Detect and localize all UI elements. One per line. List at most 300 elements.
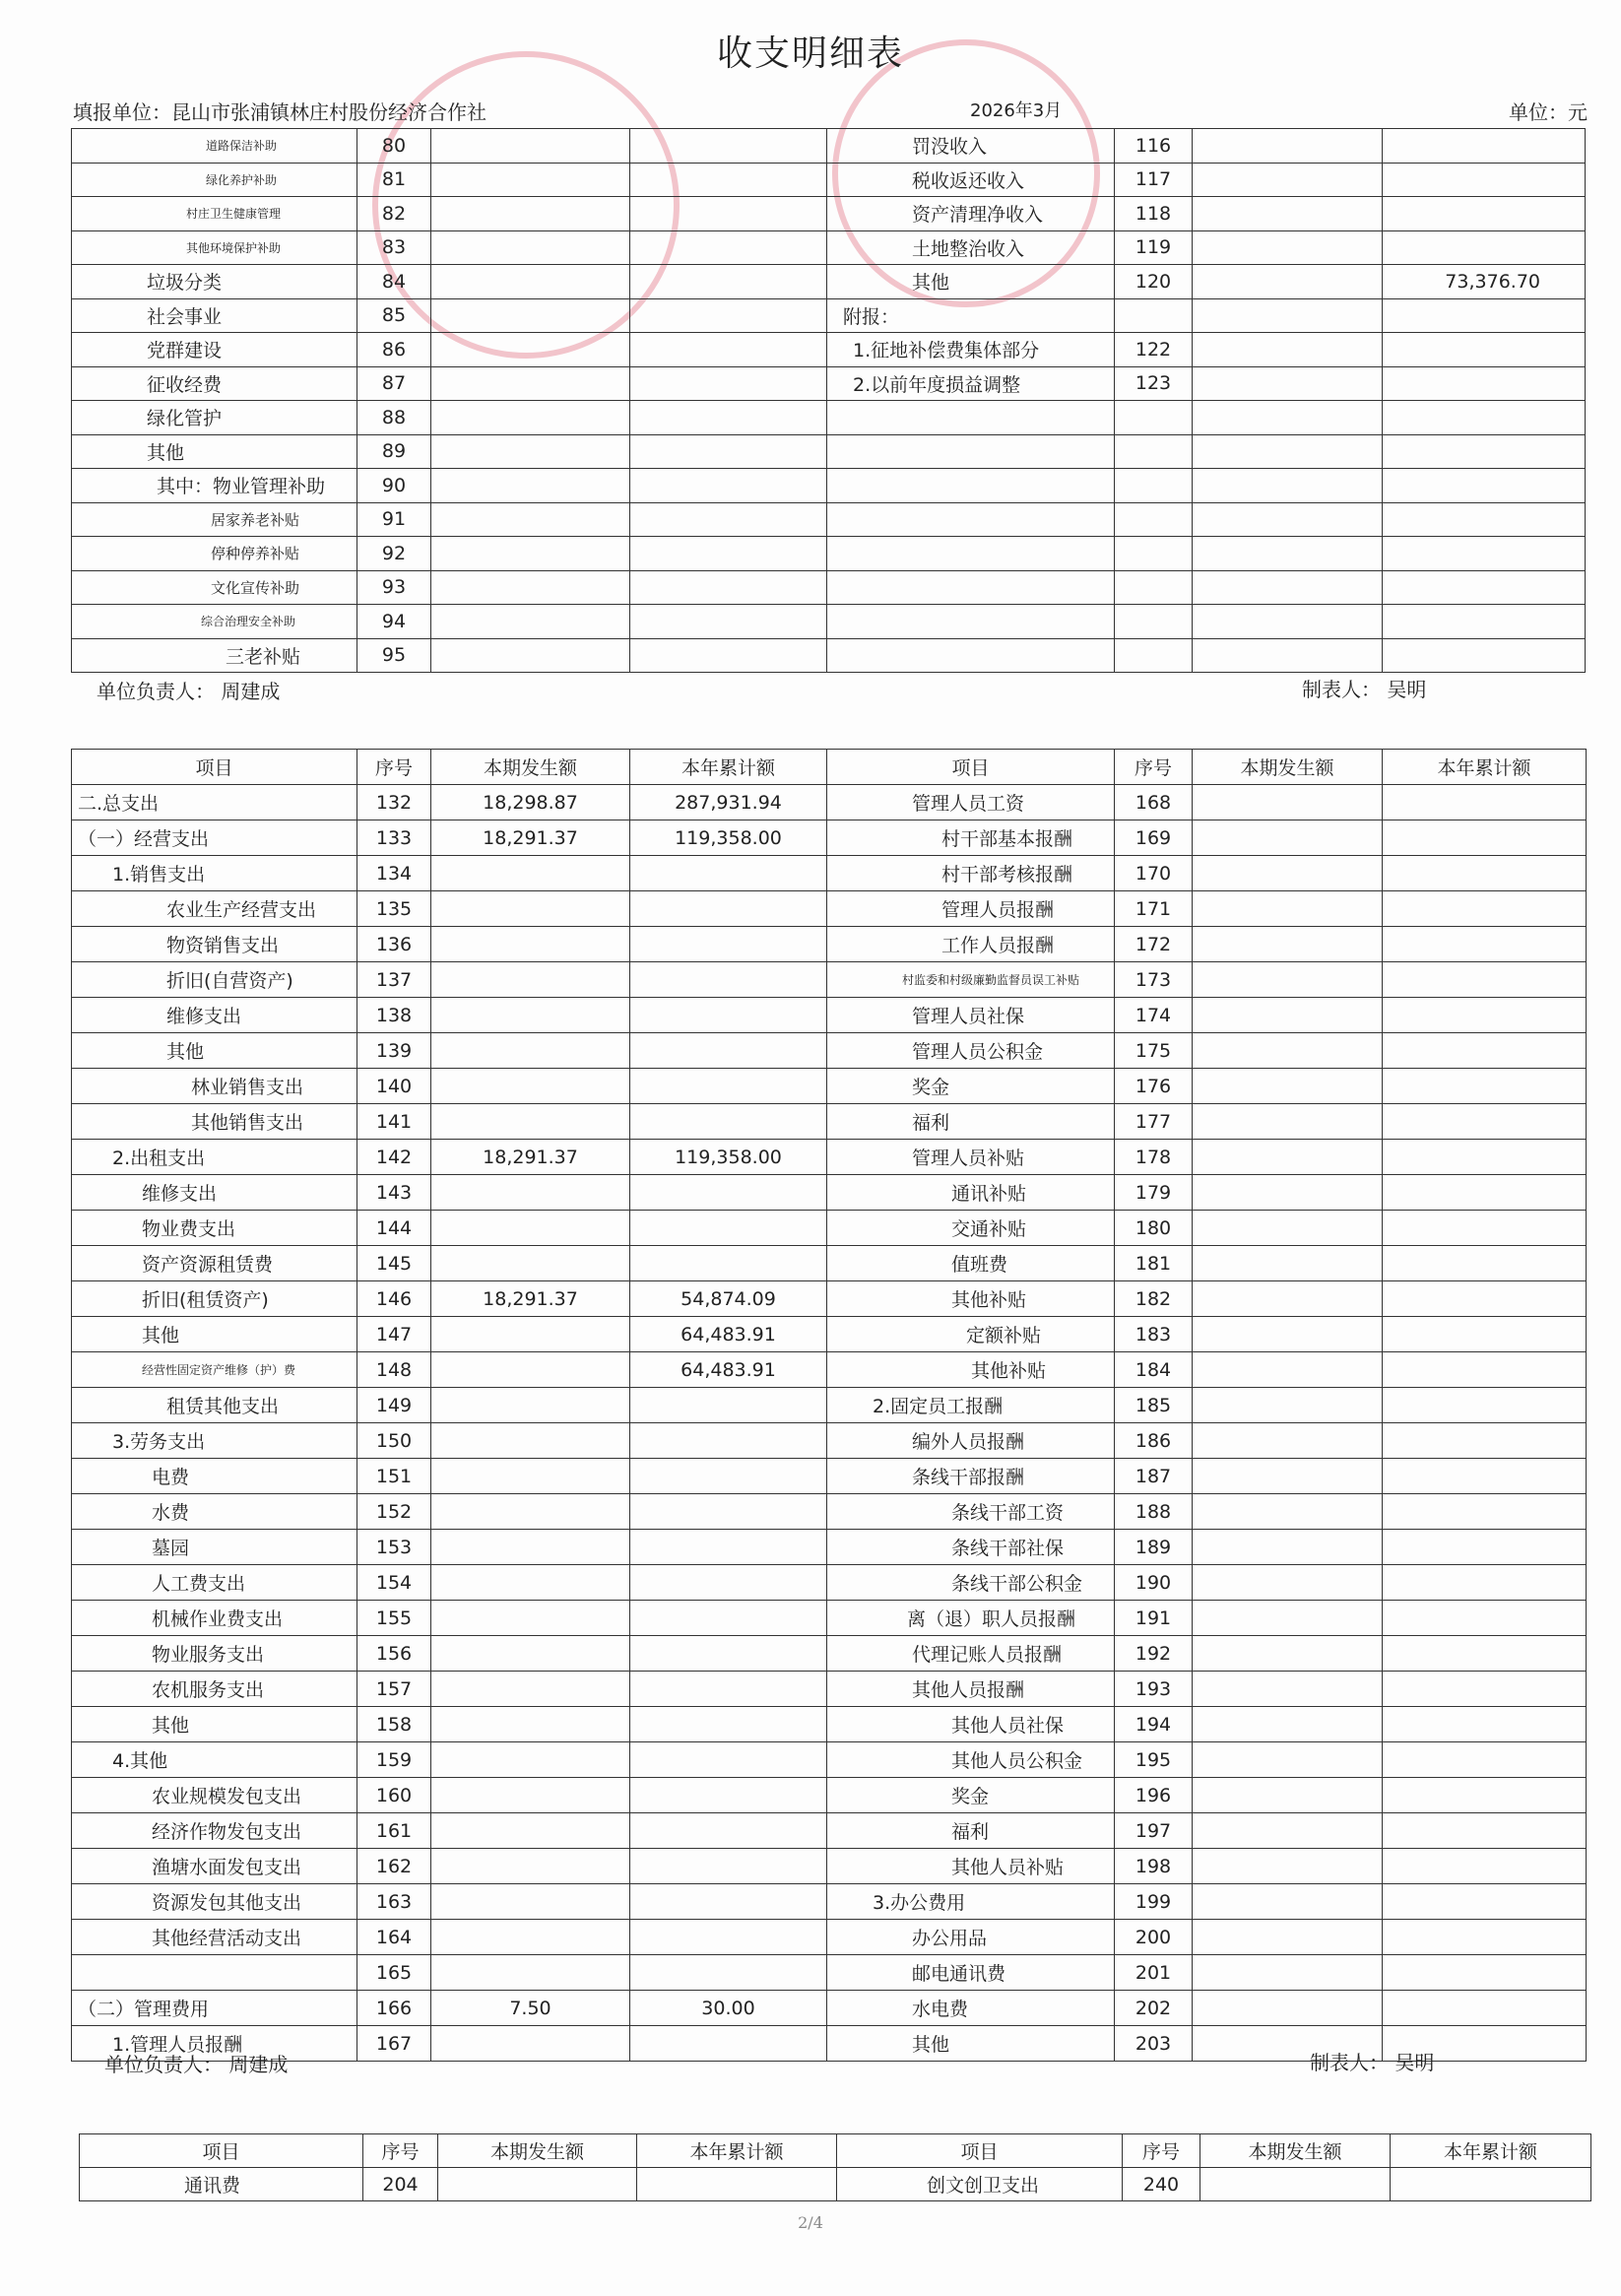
item-name-left: 林业销售支出 (72, 1069, 357, 1104)
tabulator-2: 制表人： 吴明 (1310, 2051, 1435, 2074)
table-row (72, 1601, 1587, 1636)
ytd-amount-left (630, 1920, 827, 1955)
ytd-amount-left (630, 1707, 827, 1742)
ytd-amount-right (1383, 1742, 1587, 1778)
ytd-amount-left (637, 2168, 837, 2201)
ytd-amount-right (1383, 434, 1586, 469)
current-amount-right (1193, 1955, 1383, 1991)
current-amount-right (1193, 1459, 1383, 1494)
ytd-amount-left (630, 891, 827, 927)
item-name-left: 综合治理安全补助 (72, 605, 357, 639)
seq-no-left: 94 (357, 605, 431, 639)
ytd-amount-left: 287,931.94 (630, 785, 827, 820)
seq-no-right: 202 (1115, 1991, 1193, 2026)
ytd-amount-right (1383, 1601, 1587, 1636)
item-name-right: 税收返还收入 (827, 163, 1115, 197)
ytd-amount-right (1383, 1991, 1587, 2026)
header-current: 本期发生额 (1193, 750, 1383, 785)
seq-no-right: 181 (1115, 1246, 1193, 1281)
ytd-amount-left (630, 1033, 827, 1069)
header-item: 项目 (72, 750, 357, 785)
table-row (72, 998, 1587, 1033)
seq-no-left: 161 (357, 1813, 431, 1849)
table-row (72, 1955, 1587, 1991)
ytd-amount-left (630, 1423, 827, 1459)
seq-no-left: 134 (357, 856, 431, 891)
current-amount-left (431, 1530, 630, 1565)
seq-no-right: 170 (1115, 856, 1193, 891)
ytd-amount-left (630, 1459, 827, 1494)
table-row (80, 2168, 1591, 2201)
current-amount-right (1193, 962, 1383, 998)
seq-no-left: 160 (357, 1778, 431, 1813)
seq-no-left: 84 (357, 265, 431, 299)
item-name-left: 维修支出 (72, 998, 357, 1033)
table-row (72, 401, 1586, 435)
ytd-amount-right (1383, 1104, 1587, 1140)
current-amount-left (431, 638, 630, 673)
current-amount-right (1193, 1530, 1383, 1565)
current-amount-right (1193, 1246, 1383, 1281)
ytd-amount-right (1383, 785, 1587, 820)
item-name-left: 垃圾分类 (72, 265, 357, 299)
seq-no-right: 119 (1115, 230, 1193, 265)
ytd-amount-left: 64,483.91 (630, 1352, 827, 1388)
ytd-amount-left (630, 469, 827, 503)
ytd-amount-left (630, 1849, 827, 1884)
item-name-right: 办公用品 (827, 1920, 1115, 1955)
current-amount-left: 18,291.37 (431, 1140, 630, 1175)
item-name-left: 绿化养护补助 (72, 163, 357, 197)
item-name-left: 经济作物发包支出 (72, 1813, 357, 1849)
table-row (72, 1707, 1587, 1742)
item-name-right: 离（退）职人员报酬 (827, 1601, 1115, 1636)
item-name-left: 文化宣传补助 (72, 570, 357, 605)
seq-no-right (1115, 469, 1193, 503)
item-name-left: 资源发包其他支出 (72, 1884, 357, 1920)
seq-no-right: 169 (1115, 820, 1193, 856)
current-amount-right (1193, 1636, 1383, 1672)
ytd-amount-right (1383, 197, 1586, 231)
item-name-right: 条线干部工资 (827, 1494, 1115, 1530)
seq-no-left: 82 (357, 197, 431, 231)
item-name-right: 奖金 (827, 1069, 1115, 1104)
seq-no-left: 156 (357, 1636, 431, 1672)
item-name-left: 4.其他 (72, 1742, 357, 1778)
current-amount-right (1193, 1033, 1383, 1069)
seq-no-right: 116 (1115, 129, 1193, 164)
ytd-amount-right (1383, 1636, 1587, 1672)
current-amount-left (431, 265, 630, 299)
ytd-amount-left (630, 163, 827, 197)
seq-no-left: 85 (357, 298, 431, 333)
seq-no-right: 200 (1115, 1920, 1193, 1955)
ytd-amount-left (630, 998, 827, 1033)
header-ytd: 本年累计额 (1391, 2134, 1591, 2168)
current-amount-right (1193, 298, 1383, 333)
current-amount-right (1193, 1317, 1383, 1352)
item-name-right: 2.以前年度损益调整 (827, 366, 1115, 401)
current-amount-right (1193, 537, 1383, 571)
ytd-amount-left (630, 197, 827, 231)
table-row (72, 1884, 1587, 1920)
ytd-amount-left (630, 1813, 827, 1849)
table-row (72, 1246, 1587, 1281)
current-amount-left (431, 401, 630, 435)
current-amount-right (1193, 927, 1383, 962)
table-row (72, 333, 1586, 367)
seq-no-right: 193 (1115, 1672, 1193, 1707)
current-amount-left (431, 1601, 630, 1636)
current-amount-right (1193, 197, 1383, 231)
current-amount-left (431, 366, 630, 401)
item-name-left: 二.总支出 (72, 785, 357, 820)
item-name-right: 福利 (827, 1813, 1115, 1849)
seq-no-left: 88 (357, 401, 431, 435)
seq-no-left: 91 (357, 502, 431, 537)
ytd-amount-right (1383, 1920, 1587, 1955)
current-amount-left: 7.50 (431, 1991, 630, 2026)
ytd-amount-left (630, 298, 827, 333)
ytd-amount-left (630, 1565, 827, 1601)
ytd-amount-left (630, 366, 827, 401)
current-amount-left (431, 1778, 630, 1813)
ytd-amount-right: 73,376.70 (1383, 265, 1586, 299)
current-amount-left (431, 1459, 630, 1494)
seq-no-left: 80 (357, 129, 431, 164)
ytd-amount-left (630, 1601, 827, 1636)
current-amount-right (1193, 1742, 1383, 1778)
table-row (72, 1104, 1587, 1140)
item-name-left: 物业费支出 (72, 1211, 357, 1246)
table-row (72, 1742, 1587, 1778)
current-amount-right (1193, 230, 1383, 265)
seq-no-right: 194 (1115, 1707, 1193, 1742)
item-name-left: 居家养老补贴 (72, 502, 357, 537)
header-seq: 序号 (1123, 2134, 1200, 2168)
current-amount-left (431, 2026, 630, 2062)
seq-no-right (1115, 434, 1193, 469)
seq-no-right: 192 (1115, 1636, 1193, 1672)
table-row (72, 1140, 1587, 1175)
item-name-right: 村干部考核报酬 (827, 856, 1115, 891)
current-amount-right (1193, 333, 1383, 367)
ytd-amount-left (630, 927, 827, 962)
ytd-amount-left (630, 1175, 827, 1211)
ytd-amount-right (1383, 1565, 1587, 1601)
item-name-right: 其他 (827, 265, 1115, 299)
ytd-amount-right (1383, 537, 1586, 571)
item-name-right: 村干部基本报酬 (827, 820, 1115, 856)
ytd-amount-left (630, 605, 827, 639)
current-amount-left (431, 197, 630, 231)
item-name-left: 通讯费 (80, 2168, 363, 2201)
current-amount-right (1193, 469, 1383, 503)
table-row (72, 891, 1587, 927)
item-name-left: 物资销售支出 (72, 927, 357, 962)
ytd-amount-right (1383, 891, 1587, 927)
table-row (72, 1778, 1587, 1813)
ytd-amount-right (1383, 502, 1586, 537)
ytd-amount-right (1383, 1211, 1587, 1246)
table-row (72, 1530, 1587, 1565)
item-name-left: 农业规模发包支出 (72, 1778, 357, 1813)
expense-detail-table (71, 749, 1587, 2062)
item-name-right: 水电费 (827, 1991, 1115, 2026)
seq-no-right: 187 (1115, 1459, 1193, 1494)
item-name-right: 福利 (827, 1104, 1115, 1140)
current-amount-right (1193, 1140, 1383, 1175)
item-name-right: 条线干部公积金 (827, 1565, 1115, 1601)
current-amount-left: 18,291.37 (431, 1281, 630, 1317)
ytd-amount-left (630, 1672, 827, 1707)
seq-no-left: 155 (357, 1601, 431, 1636)
seq-no-right: 189 (1115, 1530, 1193, 1565)
current-amount-right (1193, 1778, 1383, 1813)
seq-no-right: 203 (1115, 2026, 1193, 2062)
seq-no-left: 204 (363, 2168, 438, 2201)
item-name-right (827, 502, 1115, 537)
seq-no-right: 176 (1115, 1069, 1193, 1104)
seq-no-right (1115, 298, 1193, 333)
current-amount-right (1193, 1423, 1383, 1459)
currency-unit: 单位：元 (1509, 100, 1588, 124)
item-name-left: 3.劳务支出 (72, 1423, 357, 1459)
current-amount-left (431, 1672, 630, 1707)
current-amount-right (1193, 1565, 1383, 1601)
ytd-amount-right (1383, 638, 1586, 673)
item-name-left: 机械作业费支出 (72, 1601, 357, 1636)
table-row (72, 1672, 1587, 1707)
item-name-right: 通讯补贴 (827, 1175, 1115, 1211)
current-amount-right (1193, 401, 1383, 435)
table-row (72, 366, 1586, 401)
table-row (72, 1849, 1587, 1884)
seq-no-right: 186 (1115, 1423, 1193, 1459)
seq-no-right: 240 (1123, 2168, 1200, 2201)
header-ytd: 本年累计额 (1383, 750, 1587, 785)
item-name-left: 其他 (72, 1707, 357, 1742)
ytd-amount-right (1383, 1069, 1587, 1104)
item-name-right: 值班费 (827, 1246, 1115, 1281)
current-amount-right (1193, 891, 1383, 927)
current-amount-right (1193, 1175, 1383, 1211)
item-name-left: 维修支出 (72, 1175, 357, 1211)
current-amount-left (431, 998, 630, 1033)
table-row (72, 1423, 1587, 1459)
item-name-left: 其他 (72, 434, 357, 469)
unit-leader-1: 单位负责人： 周建成 (97, 680, 281, 703)
item-name-left: 其他销售支出 (72, 1104, 357, 1140)
ytd-amount-right (1383, 1352, 1587, 1388)
item-name-left: 电费 (72, 1459, 357, 1494)
ytd-amount-left: 64,483.91 (630, 1317, 827, 1352)
seq-no-left: 145 (357, 1246, 431, 1281)
seq-no-left: 150 (357, 1423, 431, 1459)
ytd-amount-left (630, 2026, 827, 2062)
seq-no-right: 122 (1115, 333, 1193, 367)
seq-no-left: 165 (357, 1955, 431, 1991)
ytd-amount-left (630, 1069, 827, 1104)
table-row (72, 1317, 1587, 1352)
table-row (72, 537, 1586, 571)
current-amount-right (1193, 366, 1383, 401)
item-name-left: 其他环境保护补助 (72, 230, 357, 265)
current-amount-left (431, 333, 630, 367)
current-amount-right (1193, 1884, 1383, 1920)
seq-no-left: 144 (357, 1211, 431, 1246)
current-amount-left: 18,298.87 (431, 785, 630, 820)
current-amount-right (1193, 856, 1383, 891)
item-name-right: 其他人员补贴 (827, 1849, 1115, 1884)
item-name-left: 其他经营活动支出 (72, 1920, 357, 1955)
current-amount-right (1193, 605, 1383, 639)
ytd-amount-right (1383, 1884, 1587, 1920)
seq-no-right: 184 (1115, 1352, 1193, 1388)
seq-no-right: 195 (1115, 1742, 1193, 1778)
seq-no-right: 171 (1115, 891, 1193, 927)
seq-no-right: 175 (1115, 1033, 1193, 1069)
current-amount-left (431, 537, 630, 571)
ytd-amount-left (630, 502, 827, 537)
seq-no-right (1115, 605, 1193, 639)
seq-no-left: 146 (357, 1281, 431, 1317)
header-seq: 序号 (363, 2134, 438, 2168)
item-name-right: 其他补贴 (827, 1281, 1115, 1317)
item-name-right (827, 570, 1115, 605)
current-amount-left (431, 1246, 630, 1281)
seq-no-right: 201 (1115, 1955, 1193, 1991)
seq-no-right: 196 (1115, 1778, 1193, 1813)
item-name-right: 土地整治收入 (827, 230, 1115, 265)
item-name-left: 1.管理人员报酬 (72, 2026, 357, 2062)
item-name-right: 条线干部报酬 (827, 1459, 1115, 1494)
current-amount-right (1193, 998, 1383, 1033)
current-amount-left (431, 1388, 630, 1423)
ytd-amount-right (1383, 333, 1586, 367)
table-row (72, 163, 1586, 197)
current-amount-right (1193, 1672, 1383, 1707)
current-amount-left (431, 927, 630, 962)
ytd-amount-left (630, 401, 827, 435)
item-name-left: 经营性固定资产维修（护）费 (72, 1352, 357, 1388)
ytd-amount-right (1383, 962, 1587, 998)
seq-no-right: 172 (1115, 927, 1193, 962)
current-amount-left (431, 434, 630, 469)
current-amount-left (431, 856, 630, 891)
current-amount-left (431, 1104, 630, 1140)
header-current: 本期发生额 (1200, 2134, 1391, 2168)
ytd-amount-right (1383, 1459, 1587, 1494)
item-name-right: 其他人员公积金 (827, 1742, 1115, 1778)
item-name-left: 物业服务支出 (72, 1636, 357, 1672)
ytd-amount-right (1383, 1246, 1587, 1281)
current-amount-left (431, 1636, 630, 1672)
seq-no-left: 140 (357, 1069, 431, 1104)
item-name-right: 管理人员工资 (827, 785, 1115, 820)
item-name-right: 条线干部社保 (827, 1530, 1115, 1565)
item-name-left: 墓园 (72, 1530, 357, 1565)
seq-no-left: 157 (357, 1672, 431, 1707)
item-name-left: 其他 (72, 1317, 357, 1352)
seq-no-left: 166 (357, 1991, 431, 2026)
seq-no-right: 179 (1115, 1175, 1193, 1211)
ytd-amount-left (630, 129, 827, 164)
current-amount-left (431, 163, 630, 197)
item-name-right: 其他人员社保 (827, 1707, 1115, 1742)
seq-no-right (1115, 570, 1193, 605)
ytd-amount-right (1383, 129, 1586, 164)
seq-no-right: 185 (1115, 1388, 1193, 1423)
current-amount-right (1193, 638, 1383, 673)
seq-no-left: 93 (357, 570, 431, 605)
seq-no-right: 117 (1115, 163, 1193, 197)
tabulator-1: 制表人： 吴明 (1302, 678, 1427, 701)
item-name-right: 创文创卫支出 (837, 2168, 1123, 2201)
ytd-amount-right (1383, 1955, 1587, 1991)
ytd-amount-right (1383, 401, 1586, 435)
current-amount-right (1193, 1920, 1383, 1955)
seq-no-left: 133 (357, 820, 431, 856)
seq-no-left: 153 (357, 1530, 431, 1565)
ytd-amount-right (1383, 1423, 1587, 1459)
seq-no-right: 180 (1115, 1211, 1193, 1246)
table-row (72, 1352, 1587, 1388)
item-name-left: 征收经费 (72, 366, 357, 401)
ytd-amount-right (1383, 1388, 1587, 1423)
table-row (72, 230, 1586, 265)
current-amount-left (431, 1849, 630, 1884)
seq-no-left: 87 (357, 366, 431, 401)
current-amount-left (431, 891, 630, 927)
seq-no-right: 199 (1115, 1884, 1193, 1920)
item-name-left: 停种停养补贴 (72, 537, 357, 571)
table-row (72, 502, 1586, 537)
item-name-left: 水费 (72, 1494, 357, 1530)
table-row (72, 1281, 1587, 1317)
seq-no-left: 81 (357, 163, 431, 197)
table-row (72, 469, 1586, 503)
item-name-right: 管理人员社保 (827, 998, 1115, 1033)
seq-no-right (1115, 537, 1193, 571)
table-row (72, 1991, 1587, 2026)
ytd-amount-right (1383, 1813, 1587, 1849)
table-row (72, 1388, 1587, 1423)
current-amount-right (1193, 1991, 1383, 2026)
item-name-left: 三老补贴 (72, 638, 357, 673)
current-amount-left: 18,291.37 (431, 820, 630, 856)
expense-detail-table-continued (79, 2133, 1591, 2201)
table-row (72, 1175, 1587, 1211)
item-name-right (827, 401, 1115, 435)
ytd-amount-right (1383, 570, 1586, 605)
item-name-left: 农机服务支出 (72, 1672, 357, 1707)
item-name-right: 奖金 (827, 1778, 1115, 1813)
current-amount-right (1200, 2168, 1391, 2201)
seq-no-left: 86 (357, 333, 431, 367)
ytd-amount-left (630, 1211, 827, 1246)
table-row (72, 1069, 1587, 1104)
item-name-left: 社会事业 (72, 298, 357, 333)
ytd-amount-left (630, 1530, 827, 1565)
current-amount-left (431, 1211, 630, 1246)
item-name-left: 折旧(租赁资产) (72, 1281, 357, 1317)
current-amount-left (431, 1920, 630, 1955)
seq-no-left: 147 (357, 1317, 431, 1352)
current-amount-right (1193, 1601, 1383, 1636)
current-amount-left (431, 230, 630, 265)
seq-no-left: 164 (357, 1920, 431, 1955)
